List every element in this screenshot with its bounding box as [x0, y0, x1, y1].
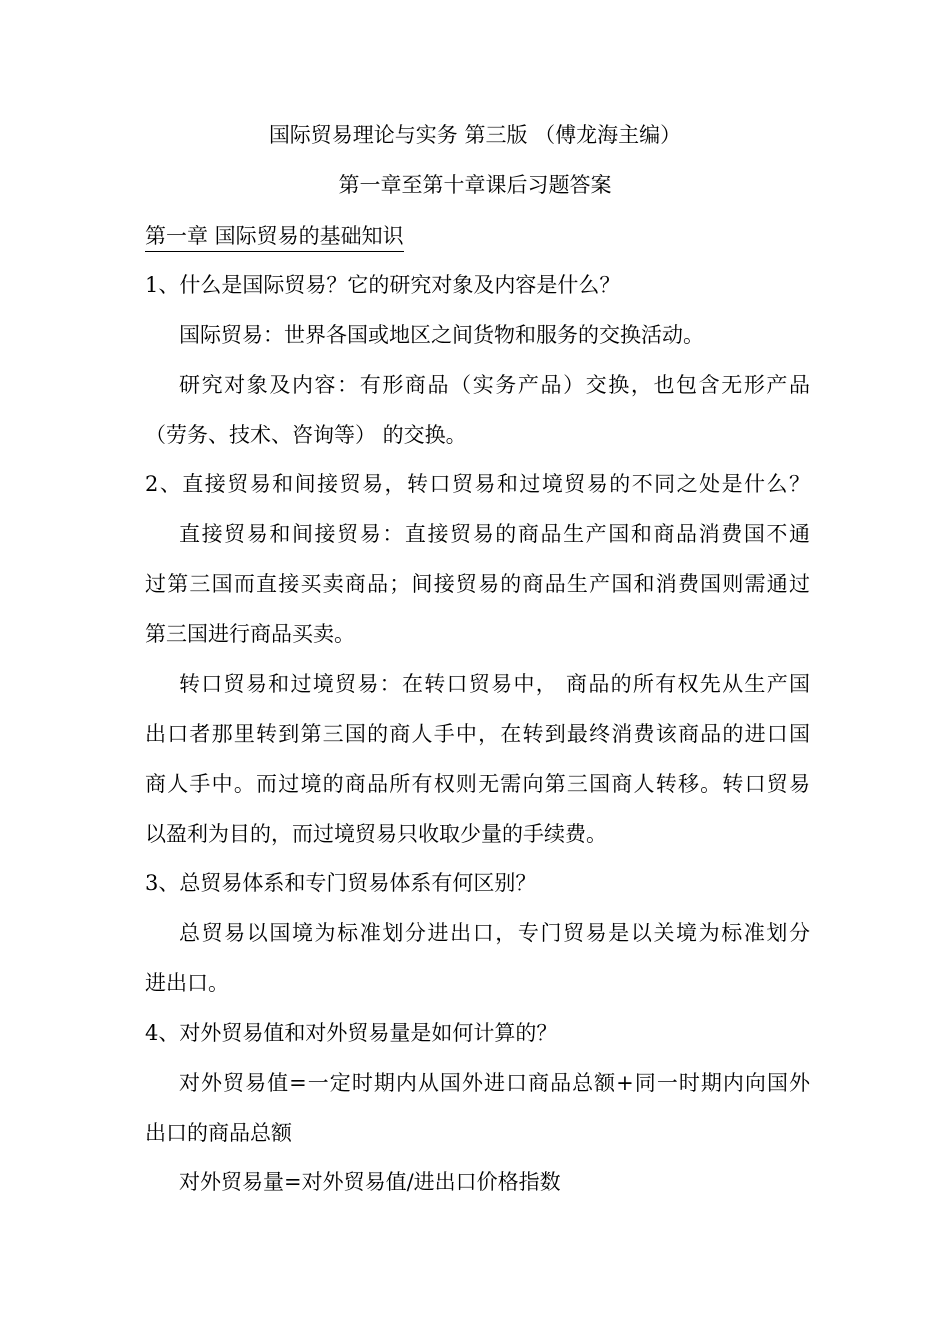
question-1: 1、什么是国际贸易？它的研究对象及内容是什么？ [145, 273, 621, 297]
question-4: 4、对外贸易值和对外贸易量是如何计算的？ [145, 1021, 558, 1045]
answer-paragraph-line: 出口者那里转到第三国的商人手中，在转到最终消费该商品的进口国 [145, 722, 810, 746]
answer-paragraph-line: 进出口。 [145, 971, 229, 995]
answer-paragraph-line: 转口贸易和过境贸易：在转口贸易中， 商品的所有权先从生产国 [179, 672, 810, 696]
answer-paragraph-line: 直接贸易和间接贸易：直接贸易的商品生产国和商品消费国不通 [179, 522, 810, 546]
answer-paragraph-line: 总贸易以国境为标准划分进出口，专门贸易是以关境为标准划分 [179, 921, 810, 945]
answer-paragraph-line: 以盈利为目的，而过境贸易只收取少量的手续费。 [145, 822, 607, 846]
chapter-heading-row [145, 221, 810, 252]
question-3: 3、总贸易体系和专门贸易体系有何区别？ [145, 871, 537, 895]
document-title: 国际贸易理论与实务 第三版 （傅龙海主编） [268, 123, 682, 147]
answer-paragraph-line: 对外贸易量=对外贸易值/进出口价格指数 [179, 1170, 561, 1194]
answer-paragraph-line: （劳务、技术、咨询等） 的交换。 [145, 423, 467, 447]
question-2: 2、直接贸易和间接贸易，转口贸易和过境贸易的不同之处是什么？ [145, 472, 810, 496]
answer-paragraph-line: 对外贸易值=一定时期内从国外进口商品总额+同一时期内向国外 [179, 1071, 810, 1095]
answer-paragraph-line: 过第三国而直接买卖商品；间接贸易的商品生产国和消费国则需通过 [145, 572, 810, 596]
answer-paragraph-line: 研究对象及内容：有形商品（实务产品）交换，也包含无形产品 [179, 373, 810, 397]
answer-paragraph-line: 国际贸易：世界各国或地区之间货物和服务的交换活动。 [179, 323, 704, 347]
document-subtitle: 第一章至第十章课后习题答案 [338, 173, 612, 197]
chapter-heading: 第一章 国际贸易的基础知识 [145, 222, 404, 252]
answer-paragraph-line: 第三国进行商品买卖。 [145, 622, 355, 646]
answer-paragraph-line: 出口的商品总额 [145, 1121, 292, 1145]
answer-paragraph-line: 商人手中。而过境的商品所有权则无需向第三国商人转移。转口贸易 [145, 772, 810, 796]
